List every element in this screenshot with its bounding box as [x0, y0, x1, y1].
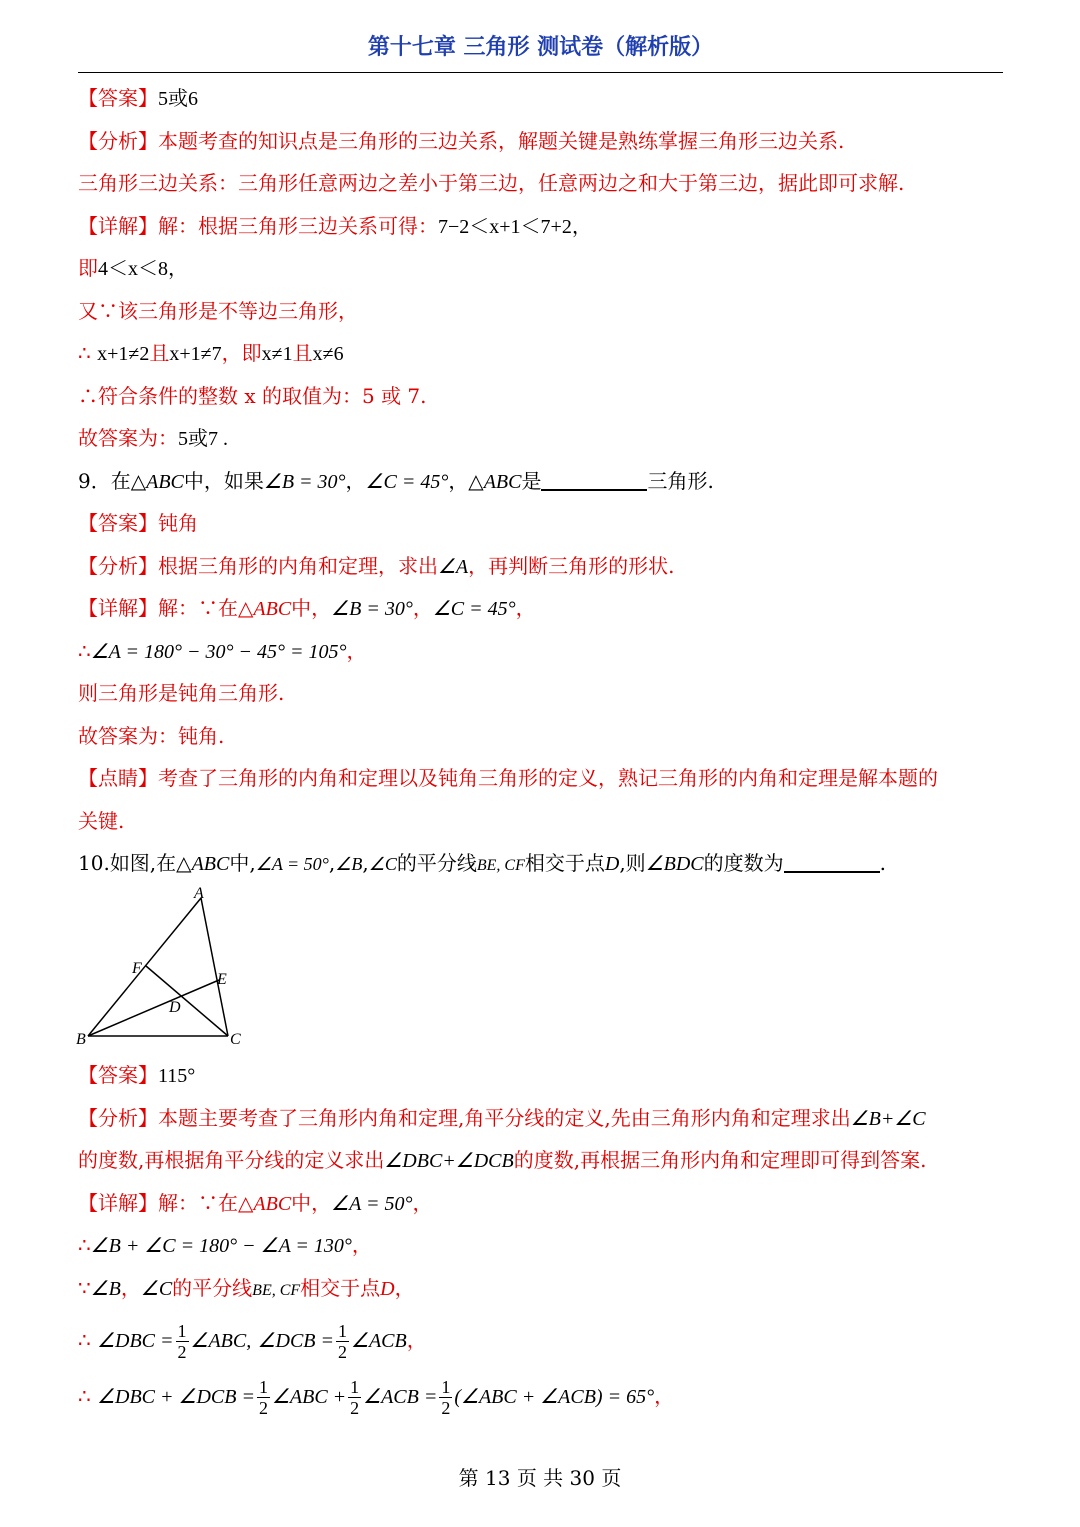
q8-and-1: 且 [149, 341, 170, 365]
analysis-tag: 【分析】 [78, 129, 158, 153]
detail-tag: 【详解】 [78, 1191, 158, 1215]
q10-answer-blank [784, 851, 880, 873]
q9-stem-a: 在△ [110, 469, 147, 493]
q10-angle-c: ∠C [368, 854, 397, 874]
q8-analysis-line-2: 三角形三边关系：三角形任意两边之差小于第三边，任意两边之和大于第三边，据此即可求解. [78, 171, 905, 195]
q10-detail-4m3: ∠DCB = [257, 1330, 335, 1352]
q9-detail-angle-a: ∠A = 180° − 30° − 45° = 105° [90, 641, 347, 663]
q9-stem [78, 467, 1008, 496]
answer-tag: 【答案】 [78, 1063, 158, 1087]
q9-answer-line [78, 509, 1008, 537]
q8-math-c: x≠1 [261, 343, 293, 365]
q9-detail-d: ， [515, 596, 536, 620]
q10-detail-1a: 解：∵在△ [158, 1191, 254, 1215]
q10-detail-3b: ， [120, 1276, 141, 1300]
q10-detail-3m2: ∠C [140, 1278, 173, 1300]
q10-point-d: D [604, 853, 620, 875]
q9-stem-d: ，△ [448, 469, 484, 493]
q9-detail-triangle: ABC [253, 598, 292, 620]
q9-detail-comma: ， [346, 639, 367, 663]
fraction-half [439, 1377, 452, 1418]
q9-conclusion: 故答案为：钝角. [78, 724, 225, 748]
q9-analysis-b: ，再判断三角形的形状. [468, 554, 675, 578]
q10-detail-5m2: ∠ABC + [271, 1386, 347, 1408]
q10-analysis-line-2 [78, 1146, 1008, 1175]
q9-stem-f: 三角形. [647, 469, 714, 493]
remark-tag: 【点睛】 [78, 766, 158, 790]
q8-conclusion-prefix: 故答案为： [78, 426, 178, 450]
q10-detail-5b: ， [654, 1384, 675, 1408]
q8-conclusion-math: 5或7 . [178, 428, 228, 450]
analysis-tag: 【分析】 [78, 554, 158, 578]
triangle-figure [72, 882, 272, 1052]
q9-analysis-angle: ∠A [438, 556, 469, 578]
q8-detail-math-2: 4＜x＜8， [98, 258, 188, 280]
q8-math-d: x≠6 [312, 343, 344, 365]
label-e: E [217, 971, 227, 988]
bisector-be [88, 980, 219, 1036]
q10-analysis-1m: ∠B+∠C [850, 1108, 926, 1130]
therefore-symbol: ∴ [78, 1384, 91, 1408]
q9-detail-line-3: 则三角形是钝角三角形. [78, 681, 285, 705]
q10-stem-j: . [879, 851, 886, 875]
q9-triangle-name-2: ABC [483, 471, 522, 493]
q10-stem-e: 的平分线 [396, 851, 477, 875]
q10-detail-3c: 的平分线 [172, 1276, 253, 1300]
q8-detail-line-1 [78, 212, 1008, 241]
q8-detail-text-1: 解：根据三角形三边关系可得： [158, 214, 438, 238]
q10-detail-4m4: ∠ACB [351, 1330, 407, 1352]
q10-detail-2b: ， [351, 1233, 372, 1257]
therefore-symbol: ∴ [78, 1328, 91, 1352]
q10-detail-1c: ， [412, 1191, 433, 1215]
fraction-numerator: 1 [350, 1377, 360, 1397]
q10-analysis-2b: 的度数,再根据三角形内角和定理即可得到答案. [513, 1148, 927, 1172]
q10-stem-b: 中, [229, 851, 256, 875]
q8-analysis-line-1 [78, 127, 1008, 155]
q8-answer-line [78, 84, 1008, 113]
q8-ie: ，即 [221, 341, 262, 365]
q9-number: 9． [78, 469, 111, 493]
fraction-half [336, 1321, 349, 1362]
fraction-denominator: 2 [338, 1342, 348, 1362]
q10-detail-3m1: ∠B [90, 1278, 121, 1300]
q10-analysis-1a: 本题主要考查了三角形内角和定理,角平分线的定义,先由三角形内角和定理求出 [158, 1106, 851, 1130]
page-header-title: 第十七章 三角形 测试卷（解析版） [367, 35, 714, 60]
q10-angle-bdc: ∠BDC [645, 853, 704, 875]
therefore-symbol: ∴ [78, 639, 91, 663]
q10-detail-4m1: ∠DBC = [97, 1330, 174, 1352]
fraction-numerator: 1 [441, 1377, 451, 1397]
fraction-numerator: 1 [258, 1377, 268, 1397]
q10-number: 10. [78, 851, 110, 875]
q8-and-2: 且 [292, 341, 313, 365]
q10-triangle-name: ABC [191, 853, 230, 875]
therefore-symbol: ∴ [78, 341, 91, 365]
fraction-half [176, 1321, 189, 1362]
q10-detail-5m3: ∠ACB = [363, 1386, 438, 1408]
q10-detail-5m4: (∠ABC + ∠ACB) = 65° [454, 1386, 655, 1408]
label-a: A [194, 885, 204, 902]
q8-detail-prefix-2: 即 [78, 256, 98, 280]
q10-stem-i: 的度数为 [703, 851, 784, 875]
q10-detail-2m: ∠B + ∠C = 180° − ∠A = 130° [90, 1235, 352, 1257]
q9-detail-c: ， [412, 596, 433, 620]
q10-stem-c: , [328, 851, 336, 875]
q10-stem [78, 849, 1008, 880]
q8-math-b: x+1≠7 [169, 343, 222, 365]
q9-answer-blank [541, 469, 647, 491]
q9-remark-text-1: 考查了三角形的内角和定理以及钝角三角形的定义，熟记三角形的内角和定理是解本题的 [158, 766, 938, 790]
q10-detail-3m3: BE, CF [252, 1282, 301, 1299]
answer-tag: 【答案】 [78, 511, 158, 535]
q9-detail-line-2 [78, 637, 1008, 666]
fraction-numerator: 1 [338, 1321, 348, 1341]
q9-detail-a: 解：∵在△ [158, 596, 254, 620]
q10-detail-3d: 相交于点 [300, 1276, 381, 1300]
header-divider [78, 72, 1003, 73]
analysis-tag: 【分析】 [78, 1106, 158, 1130]
q8-detail-line-4 [78, 339, 1008, 368]
label-c: C [230, 1031, 241, 1048]
q10-detail-line-1 [78, 1189, 1008, 1218]
detail-tag: 【详解】 [78, 596, 158, 620]
q10-detail-1b: 中， [291, 1191, 332, 1215]
q9-analysis-a: 根据三角形的内角和定理，求出 [158, 554, 438, 578]
q9-remark-line-2: 关键. [78, 809, 125, 833]
q10-detail-line-3 [78, 1274, 1008, 1305]
q9-detail-line-1 [78, 594, 1008, 623]
fraction-half [257, 1377, 270, 1418]
fraction-numerator: 1 [177, 1321, 187, 1341]
q10-detail-triangle: ABC [253, 1193, 292, 1215]
side-ab [88, 898, 201, 1036]
q9-angle-c: ∠C = 45° [365, 471, 449, 493]
label-d: D [169, 999, 181, 1016]
q9-detail-angle-c: ∠C = 45° [432, 598, 516, 620]
q8-math-a: x+1≠2 [97, 343, 150, 365]
detail-tag: 【详解】 [78, 214, 158, 238]
q9-detail-angle-b: ∠B = 30° [331, 598, 413, 620]
fraction-denominator: 2 [441, 1398, 451, 1418]
fraction-denominator: 2 [258, 1398, 268, 1418]
q10-angle-a: ∠A = 50° [255, 854, 329, 874]
label-f: F [132, 960, 142, 977]
fraction-half [348, 1377, 361, 1418]
q9-stem-b: 中，如果 [183, 469, 264, 493]
q9-stem-c: ， [345, 469, 366, 493]
q10-detail-4b: ， [406, 1328, 427, 1352]
q10-detail-line-4 [78, 1318, 1008, 1363]
q9-analysis-line [78, 552, 1008, 581]
fraction-denominator: 2 [177, 1342, 187, 1362]
q10-detail-5m1: ∠DBC + ∠DCB = [97, 1386, 255, 1408]
q10-stem-d: , [362, 851, 369, 875]
q9-angle-b: ∠B = 30° [263, 471, 346, 493]
because-symbol: ∵ [78, 1276, 91, 1300]
therefore-symbol: ∴ [78, 1233, 91, 1257]
q8-detail-line-5: ∴符合条件的整数 x 的取值为：5 或 7. [78, 384, 427, 408]
q9-stem-e: 是 [521, 469, 542, 493]
q9-remark-line-1 [78, 764, 1008, 792]
q10-answer: 115° [158, 1065, 196, 1087]
q8-detail-line-2 [78, 254, 1008, 283]
q10-stem-a: 如图,在△ [109, 851, 192, 875]
q10-stem-f: 相交于点 [524, 851, 605, 875]
q10-analysis-2a: 的度数,再根据角平分线的定义求出 [78, 1148, 385, 1172]
answer-tag: 【答案】 [78, 86, 158, 110]
q8-answer: 5或6 [158, 88, 198, 110]
q10-bisectors: BE, CF [476, 857, 525, 874]
q10-stem-h: ,则 [619, 851, 646, 875]
q9-answer: 钝角 [158, 511, 198, 535]
q10-analysis-2m: ∠DBC+∠DCB [384, 1150, 514, 1172]
fraction-denominator: 2 [350, 1398, 360, 1418]
side-ac [201, 898, 228, 1036]
q10-angle-b: ∠B [335, 854, 363, 874]
q8-detail-line-3: 又∵该三角形是不等边三角形， [78, 299, 358, 323]
q9-triangle-name: ABC [146, 471, 184, 493]
q10-detail-4m2: ∠ABC, [190, 1330, 252, 1352]
q10-detail-line-5 [78, 1374, 1008, 1419]
q10-detail-1m: ∠A = 50° [331, 1193, 413, 1215]
q10-detail-3f: ， [394, 1276, 415, 1300]
q10-detail-3e: D [380, 1278, 395, 1300]
label-b: B [76, 1031, 86, 1048]
q10-analysis-line-1 [78, 1104, 1008, 1133]
page-footer: 第 13 页 共 30 页 [458, 1466, 622, 1490]
q10-answer-line [78, 1061, 1008, 1090]
q8-conclusion-line [78, 424, 1008, 453]
q10-detail-line-2 [78, 1231, 1008, 1260]
q8-detail-math-1: 7−2＜x+1＜7+2， [438, 216, 592, 238]
q8-analysis-text-1: 本题考查的知识点是三角形的三边关系，解题关键是熟练掌握三角形三边关系. [158, 129, 845, 153]
q9-detail-b: 中， [291, 596, 332, 620]
